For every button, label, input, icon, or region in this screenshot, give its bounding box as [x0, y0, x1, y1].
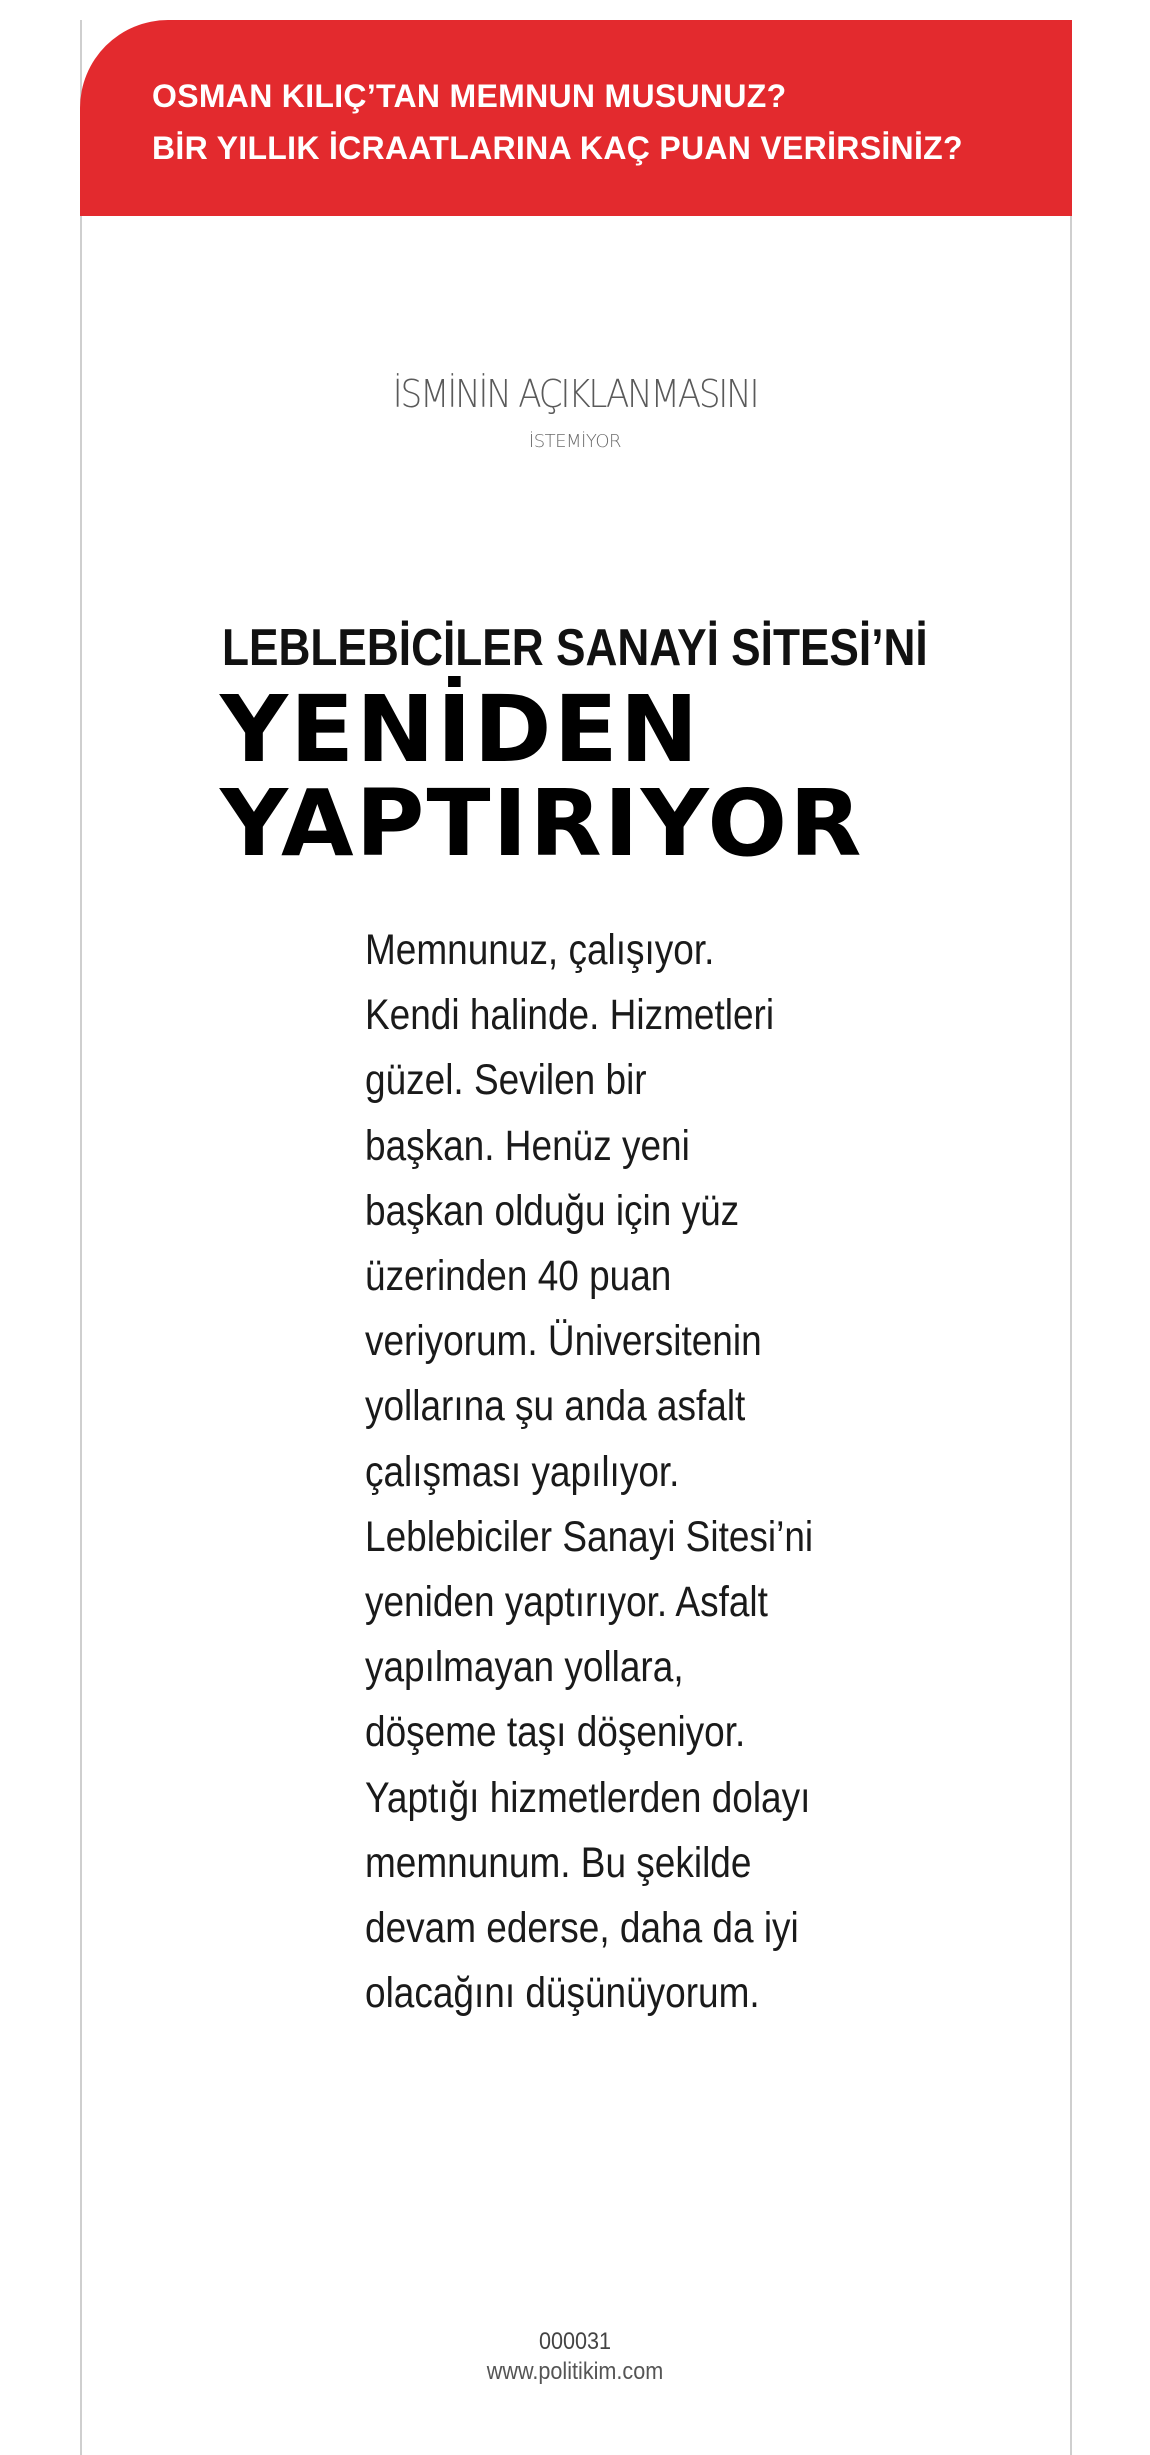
body-line: olacağını düşünüyorum.: [365, 1969, 760, 2018]
body-line: üzerinden 40 puan: [365, 1252, 672, 1301]
body-line: yollarına şu anda asfalt: [365, 1382, 746, 1431]
respondent-name: İSMİNİN AÇIKLANMASINI: [392, 372, 758, 416]
headline-line-2: YAPTIRIYOR: [220, 770, 864, 877]
question-banner: [80, 20, 1072, 216]
body-line: güzel. Sevilen bir: [365, 1056, 647, 1105]
body-line: Kendi halinde. Hizmetleri: [365, 991, 775, 1040]
body-line: Memnunuz, çalışıyor.: [365, 926, 715, 974]
body-line: devam ederse, daha da iyi: [365, 1904, 799, 1953]
body-line: yapılmayan yollara,: [365, 1643, 684, 1692]
headline-line-1: YENİDEN: [220, 676, 701, 783]
banner-question-line-2: BİR YILLIK İCRAATLARINA KAÇ PUAN VERİRSİNİZ?: [152, 130, 963, 166]
body-line: Yaptığı hizmetlerden dolayı: [365, 1773, 811, 1822]
article-kicker: LEBLEBİCİLER SANAYİ SİTESİ’Nİ: [222, 619, 928, 677]
body-line: çalışması yapılıyor.: [365, 1447, 680, 1496]
article-body: [365, 918, 812, 2026]
respondent-name-sub: İSTEMİYOR: [528, 431, 622, 452]
body-line: başkan olduğu için yüz: [365, 1186, 740, 1235]
body-line: yeniden yaptırıyor. Asfalt: [365, 1578, 768, 1627]
page-code: 000031: [538, 2328, 612, 2355]
body-line: memnunum. Bu şekilde: [365, 1838, 752, 1887]
body-line: veriyorum. Üniversitenin: [365, 1317, 762, 1366]
body-line: döşeme taşı döşeniyor.: [365, 1708, 746, 1757]
banner-question-line-1: OSMAN KILIÇ’TAN MEMNUN MUSUNUZ?: [152, 78, 787, 114]
body-line: Leblebiciler Sanayi Sitesi’ni: [365, 1512, 814, 1561]
body-line: başkan. Henüz yeni: [365, 1121, 690, 1170]
website-link[interactable]: www.politikim.com: [486, 2358, 664, 2385]
